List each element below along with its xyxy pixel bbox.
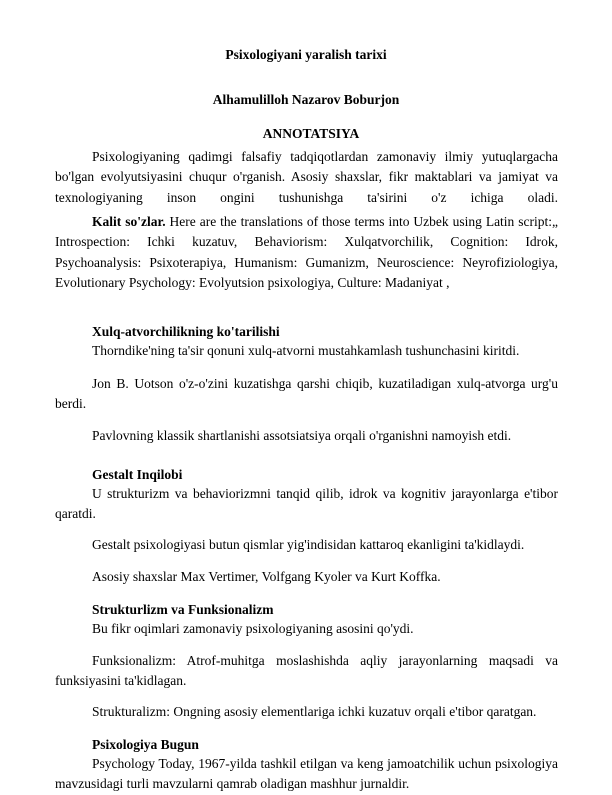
section-paragraph: Psychology Today, 1967-yilda tashkil etilgan va keng jamoatchilik uchun psixologiya mavzusidagi turli mavzularni qamrab oladigan mashhur jurnaldir. bbox=[55, 756, 558, 792]
keywords-paragraph bbox=[55, 212, 558, 294]
section-paragraph: Asosiy shaxslar Max Vertimer, Volfgang Kyoler va Kurt Koffka. bbox=[92, 569, 441, 584]
section-heading: Gestalt Inqilobi bbox=[92, 467, 183, 482]
section-heading: Psixologiya Bugun bbox=[92, 737, 199, 752]
author-name: Alhamulilloh Nazarov Boburjon bbox=[212, 92, 400, 107]
annotation-heading: ANNOTATSIYA bbox=[262, 126, 360, 141]
paper-title: Psixologiyani yaralish tarixi bbox=[225, 47, 387, 62]
section-paragraph: Gestalt psixologiyasi butun qismlar yig'indisidan kattaroq ekanligini ta'kidlaydi. bbox=[92, 537, 525, 552]
section-heading: Xulq-atvorchilikning ko'tarilishi bbox=[92, 324, 280, 339]
section-paragraph: Funksionalizm: Atrof-muhitga moslashishda aqliy jarayonlarning maqsadi va funksiyasini ta'kidlagan. bbox=[55, 653, 558, 689]
section-paragraph: Pavlovning klassik shartlanishi assotsiatsiya orqali o'rganishni namoyish etdi. bbox=[92, 428, 512, 443]
section-paragraph: U strukturizm va behaviorizmni tanqid qilib, idrok va kognitiv jarayonlarga e'tibor qaratdi. bbox=[55, 486, 558, 522]
section-paragraph: Bu fikr oqimlari zamonaviy psixologiyaning asosini qo'ydi. bbox=[92, 621, 414, 636]
section-paragraph: Jon B. Uotson o'z-o'zini kuzatishga qarshi chiqib, kuzatiladigan xulq-atvorga urg'u berdi. bbox=[55, 376, 558, 412]
annotation-text: Psixologiyaning qadimgi falsafiy tadqiqotlardan zamonaviy ilmiy yutuqlargacha bo'lgan evolyutsiyasini chuqur o'rganish. Asosiy shaxslar, fikr maktablari va jamiyat va texnologiyaning inson ongini tushunishga ta'sirini o'z ichiga oladi. bbox=[55, 149, 558, 205]
section-heading: Strukturlizm va Funksionalizm bbox=[92, 602, 274, 617]
section-paragraph: Thorndike'ning ta'sir qonuni xulq-atvorni mustahkamlash tushunchasini kiritdi. bbox=[92, 343, 520, 358]
section-paragraph: Strukturalizm: Ongning asosiy elementlariga ichki kuzatuv orqali e'tibor qaratgan. bbox=[92, 704, 537, 719]
keywords-text: Here are the translations of those terms into Uzbek using Latin script:„ Introspection: Ichki kuzatuv, Behaviorism: Xulqatvorchilik, Cognition: Idrok, Psychoanalysis: Psixoterapiya, Humanism: Gumanizm, Neuroscience: Neyrofiziologiya, Evolutionary Psychology: Evolyutsion psixologiya, Culture: Madaniyat , bbox=[55, 214, 559, 291]
keywords-label: Kalit so'zlar. bbox=[92, 214, 166, 229]
